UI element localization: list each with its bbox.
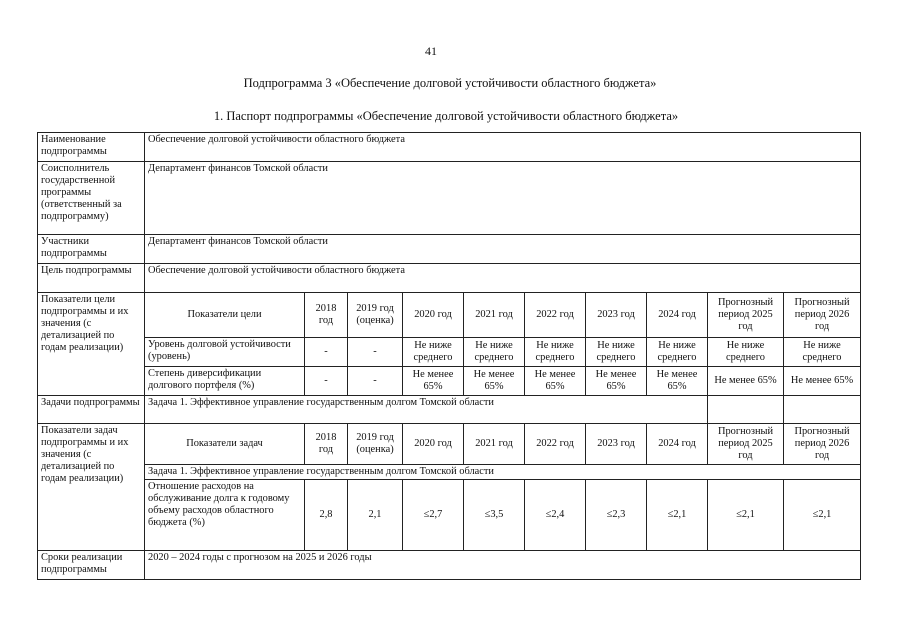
- header-cell: 2020 год: [403, 424, 464, 465]
- indicator-value: ≤2,1: [647, 480, 708, 551]
- table-row-task-title: [38, 465, 861, 480]
- table-row-name: [38, 133, 861, 162]
- indicator-value: Не менее 65%: [525, 367, 586, 396]
- table-row-goal-indicator: [38, 367, 861, 396]
- row-label: Показатели задач подпрограммы и их значения (с детализацией по годам реализации): [38, 424, 145, 551]
- row-value: Задача 1. Эффективное управление государственным долгом Томской области: [145, 396, 708, 424]
- row-label: Задачи подпрограммы: [38, 396, 145, 424]
- indicator-value: Не ниже среднего: [586, 338, 647, 367]
- indicator-name: Степень диверсификации долгового портфеля (%): [145, 367, 305, 396]
- indicator-name: Уровень долговой устойчивости (уровень): [145, 338, 305, 367]
- header-cell: Прогнозный период 2026 год: [784, 424, 861, 465]
- passport-title: 1. Паспорт подпрограммы «Обеспечение долговой устойчивости областного бюджета»: [213, 109, 679, 123]
- row-value: 2020 – 2024 годы с прогнозом на 2025 и 2026 годы: [145, 551, 861, 580]
- table-row-participants: [38, 235, 861, 264]
- indicator-value: Не менее 65%: [586, 367, 647, 396]
- indicator-value: Не менее 65%: [647, 367, 708, 396]
- header-cell: 2022 год: [525, 293, 586, 338]
- indicator-value: ≤2,7: [403, 480, 464, 551]
- table-row-task-indicators-header: [38, 424, 861, 465]
- indicator-value: Не менее 65%: [784, 367, 861, 396]
- indicator-value: Не ниже среднего: [464, 338, 525, 367]
- header-cell: 2018 год: [305, 424, 348, 465]
- table-row-task-indicator: [38, 480, 861, 551]
- indicator-value: Не менее 65%: [708, 367, 784, 396]
- empty-cell: [708, 396, 784, 424]
- empty-cell: [784, 396, 861, 424]
- indicator-value: ≤2,1: [784, 480, 861, 551]
- header-cell: Показатели задач: [145, 424, 305, 465]
- header-cell: 2024 год: [647, 424, 708, 465]
- row-label: Соисполнитель государственной программы (ответственный за подпрограмму): [38, 162, 145, 235]
- header-cell: 2019 год (оценка): [348, 293, 403, 338]
- header-cell: 2020 год: [403, 293, 464, 338]
- header-cell: 2022 год: [525, 424, 586, 465]
- row-value: Департамент финансов Томской области: [145, 235, 861, 264]
- indicator-name: Отношение расходов на обслуживание долга к годовому объему расходов областного бюджета (%): [145, 480, 305, 551]
- table-row-tasks: [38, 396, 861, 424]
- indicator-value: ≤2,4: [525, 480, 586, 551]
- header-cell: 2024 год: [647, 293, 708, 338]
- header-cell: 2021 год: [464, 293, 525, 338]
- indicator-value: -: [305, 338, 348, 367]
- table-row-goal-indicators-header: [38, 293, 861, 338]
- indicator-value: Не ниже среднего: [647, 338, 708, 367]
- indicator-value: 2,8: [305, 480, 348, 551]
- table-row-coexecutor: [38, 162, 861, 235]
- row-value: Департамент финансов Томской области: [145, 162, 861, 235]
- header-cell: Прогнозный период 2026 год: [784, 293, 861, 338]
- indicator-value: Не ниже среднего: [708, 338, 784, 367]
- header-cell: Прогнозный период 2025 год: [708, 424, 784, 465]
- header-cell: 2021 год: [464, 424, 525, 465]
- subprogram-title: Подпрограмма 3 «Обеспечение долговой устойчивости областного бюджета»: [243, 76, 657, 90]
- indicator-value: -: [348, 338, 403, 367]
- indicator-value: Не ниже среднего: [403, 338, 464, 367]
- header-cell: 2018 год: [305, 293, 348, 338]
- header-cell: Показатели цели: [145, 293, 305, 338]
- row-label: Участники подпрограммы: [38, 235, 145, 264]
- row-label: Наименование подпрограммы: [38, 133, 145, 162]
- header-cell: 2019 год (оценка): [348, 424, 403, 465]
- indicator-value: ≤3,5: [464, 480, 525, 551]
- table-row-goal-indicator: [38, 338, 861, 367]
- indicator-value: ≤2,3: [586, 480, 647, 551]
- row-value: Обеспечение долговой устойчивости областного бюджета: [145, 133, 861, 162]
- task-title: Задача 1. Эффективное управление государственным долгом Томской области: [145, 465, 861, 480]
- header-cell: 2023 год: [586, 293, 647, 338]
- indicator-value: Не менее 65%: [403, 367, 464, 396]
- indicator-value: Не ниже среднего: [784, 338, 861, 367]
- header-cell: Прогнозный период 2025 год: [708, 293, 784, 338]
- passport-table: [37, 132, 861, 580]
- indicator-value: 2,1: [348, 480, 403, 551]
- table-row-terms: [38, 551, 861, 580]
- header-cell: 2023 год: [586, 424, 647, 465]
- indicator-value: ≤2,1: [708, 480, 784, 551]
- row-label: Показатели цели подпрограммы и их значения (с детализацией по годам реализации): [38, 293, 145, 396]
- indicator-value: Не ниже среднего: [525, 338, 586, 367]
- page-number: 41: [425, 44, 437, 58]
- indicator-value: -: [305, 367, 348, 396]
- table-row-goal: [38, 264, 861, 293]
- indicator-value: Не менее 65%: [464, 367, 525, 396]
- row-label: Сроки реализации подпрограммы: [38, 551, 145, 580]
- row-value: Обеспечение долговой устойчивости областного бюджета: [145, 264, 861, 293]
- row-label: Цель подпрограммы: [38, 264, 145, 293]
- indicator-value: -: [348, 367, 403, 396]
